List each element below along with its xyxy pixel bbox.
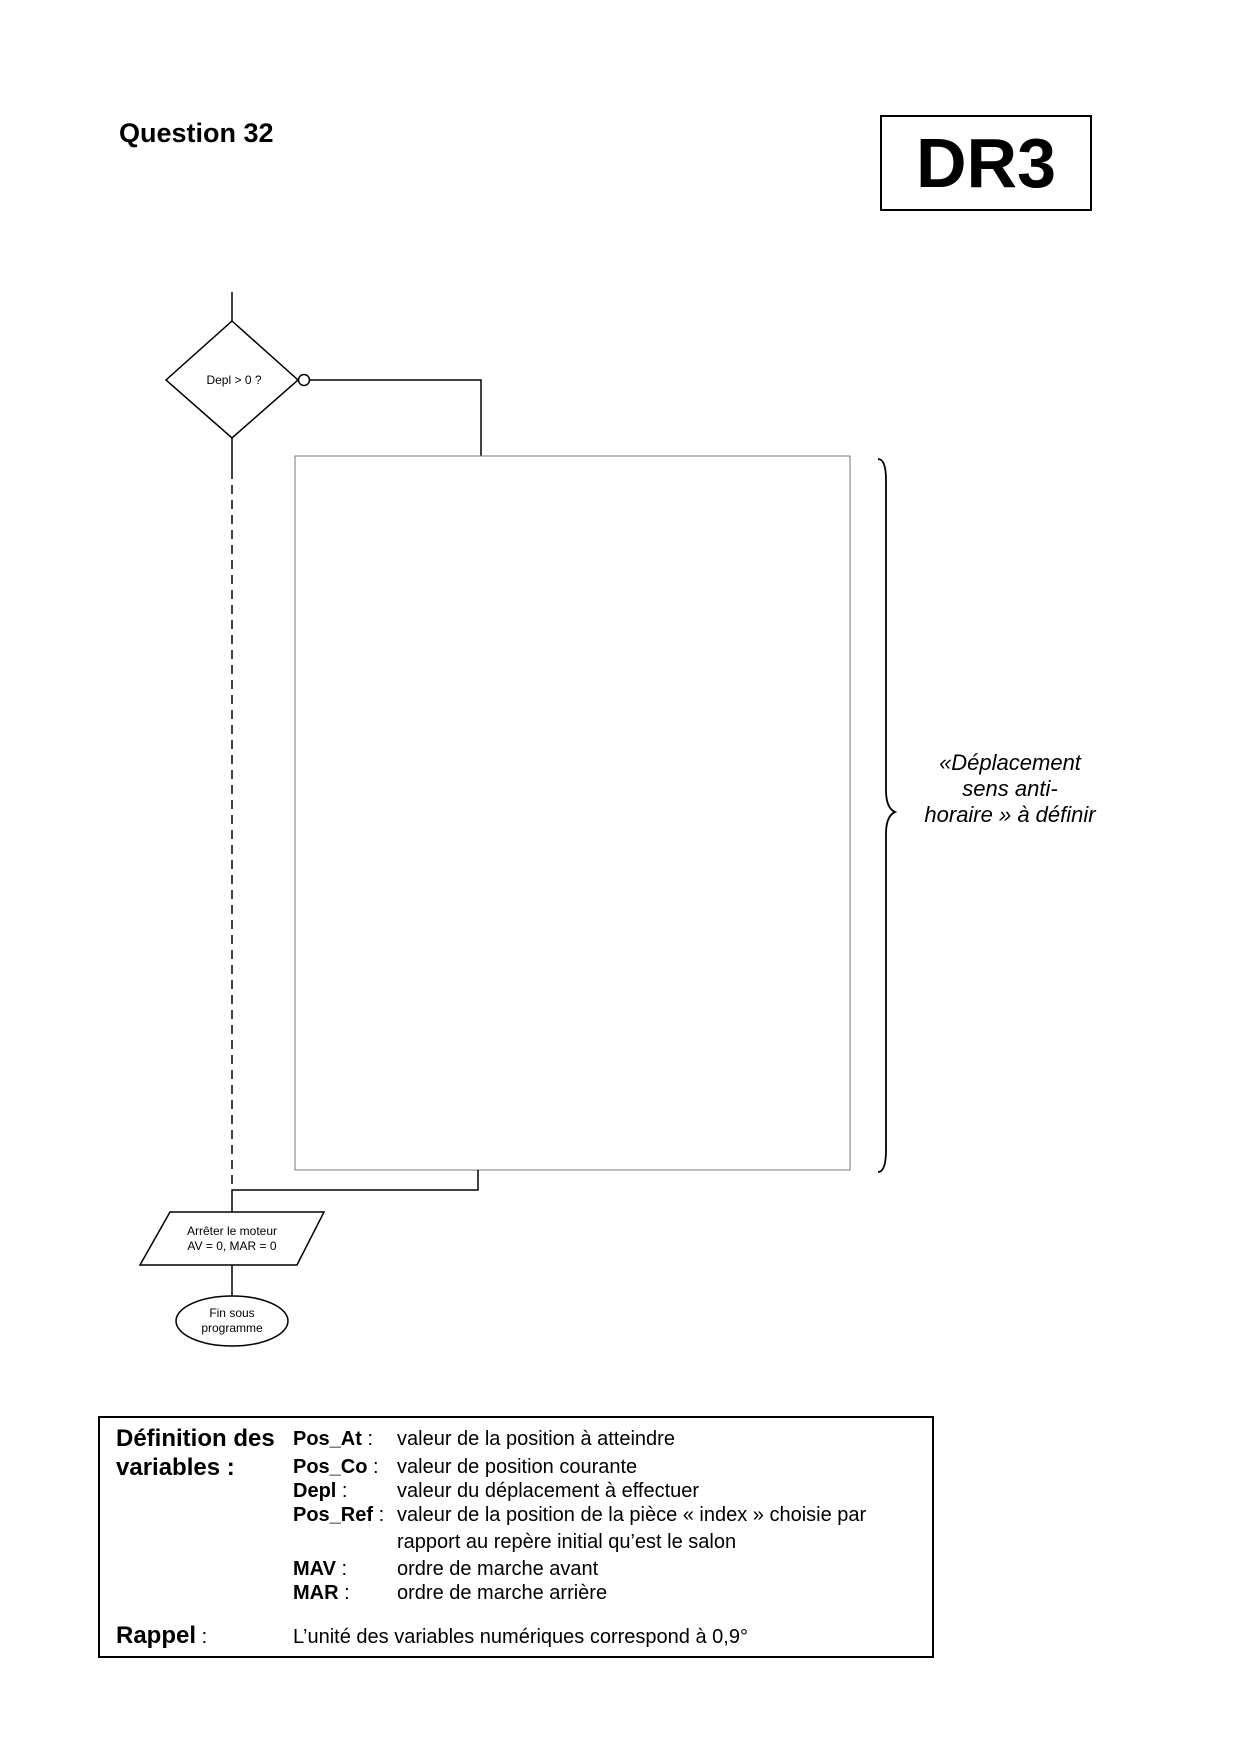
var-name-pos-ref: Pos_Ref : <box>293 1504 385 1526</box>
var-desc-pos-co: valeur de position courante <box>397 1456 638 1478</box>
end-line2: programme <box>201 1321 263 1335</box>
definitions-title-line2: variables : <box>116 1454 235 1481</box>
note-line3: horaire » à définir <box>924 802 1096 827</box>
note-line2: sens anti- <box>962 776 1058 801</box>
stop-motor-line1: Arrêter le moteur <box>186 1224 278 1238</box>
negation-circle <box>299 375 310 386</box>
note-line1: «Déplacement <box>939 750 1081 775</box>
rappel-label: Rappel : <box>116 1622 208 1649</box>
right-brace <box>878 459 895 1172</box>
var-desc-mav: ordre de marche avant <box>397 1558 599 1580</box>
var-name-pos-at: Pos_At : <box>293 1428 374 1450</box>
rappel-text: L’unité des variables numériques correspond à 0,9° <box>293 1626 748 1648</box>
var-name-mav: MAV : <box>293 1558 348 1580</box>
var-name-mar: MAR : <box>293 1582 350 1604</box>
answer-area-box[interactable] <box>295 456 850 1170</box>
var-desc-pos-at: valeur de la position à atteindre <box>397 1428 675 1450</box>
question-title: Question 32 <box>119 118 274 148</box>
var-desc-depl: valeur du déplacement à effectuer <box>397 1480 700 1502</box>
document-reference: DR3 <box>880 115 1092 211</box>
var-name-pos-co: Pos_Co : <box>293 1456 379 1478</box>
merge-line <box>232 1170 478 1212</box>
var-desc-mar: ordre de marche arrière <box>397 1582 608 1604</box>
var-name-depl: Depl : <box>293 1480 348 1502</box>
definitions-title-line1: Définition des <box>116 1425 275 1452</box>
var-desc-pos-ref: valeur de la position de la pièce « index » choisie par rapport au repère initial qu’est le salon <box>397 1504 867 1553</box>
no-branch-line <box>310 380 481 456</box>
brace-note <box>900 750 1120 828</box>
stop-motor-line2: AV = 0, MAR = 0 <box>187 1239 277 1253</box>
decision-label: Depl > 0 ? <box>206 373 262 387</box>
end-line1: Fin sous <box>209 1306 255 1320</box>
